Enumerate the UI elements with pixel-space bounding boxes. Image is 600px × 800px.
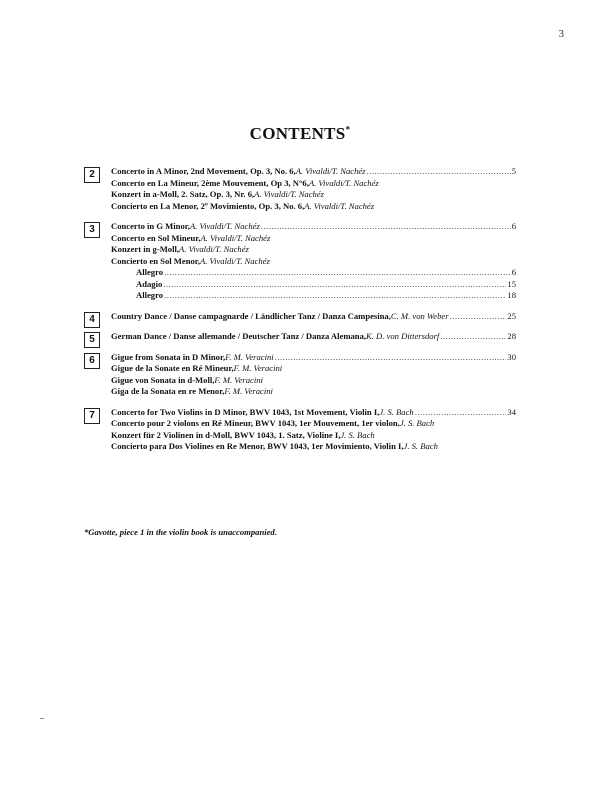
- toc-composer: A. Vivaldi/T. Nachéz: [199, 255, 270, 266]
- toc-composer: A. Vivaldi/T. Nachéz: [295, 166, 366, 176]
- toc-title-line: [111, 189, 516, 201]
- track-number-box: 2: [84, 167, 100, 183]
- track-number-box: 3: [84, 222, 100, 238]
- toc-page-number: 15: [507, 278, 516, 289]
- toc-title-line: [111, 233, 516, 245]
- toc-title-text: Gigue von Sonata in d-Moll,: [111, 374, 215, 385]
- dot-leader: [415, 407, 507, 419]
- toc-title-line: [111, 178, 516, 190]
- toc-title-text: Gigue de la Sonate en Ré Mineur,: [111, 363, 234, 373]
- toc-composer: C. M. von Weber: [390, 310, 449, 321]
- toc-title-text: German Dance / Danse allemande / Deutscher Tanz / Danza Alemana,: [111, 331, 367, 341]
- toc-composer: A. Vivaldi/T. Nachéz: [179, 244, 249, 254]
- toc-page-number: 30: [507, 351, 516, 362]
- toc-title-line: [111, 331, 516, 343]
- toc-title-text: Konzert in g-Moll,: [111, 244, 180, 254]
- toc-title-line: [111, 244, 516, 256]
- toc-composer: F. M. Veracini: [214, 374, 263, 385]
- title-footnote-mark: *: [345, 124, 351, 135]
- toc-title-text: Concierto en Sol Menor,: [111, 255, 200, 266]
- scan-mark: [40, 718, 44, 719]
- toc-page-number: 34: [507, 406, 516, 417]
- toc-movement-line: [111, 290, 516, 302]
- toc-title-line: [111, 256, 516, 268]
- toc-composer: J. S. Bach: [340, 429, 375, 440]
- track-number-box: 6: [84, 353, 100, 369]
- toc-page-number: 6: [511, 221, 516, 231]
- dot-leader: [163, 279, 506, 291]
- toc-title-line: [111, 201, 516, 213]
- dot-leader: [261, 221, 511, 233]
- toc-title-text: Concerto in A Minor, 2nd Movement, Op. 3, No. 6,: [111, 166, 296, 176]
- table-of-contents: [84, 166, 516, 462]
- toc-title-text: Konzert in a-Moll, 2. Satz, Op. 3, Nr. 6,: [111, 189, 255, 199]
- toc-composer: J. S. Bach: [379, 406, 414, 417]
- toc-composer: J. S. Bach: [399, 418, 435, 428]
- toc-title-line: [111, 418, 516, 430]
- toc-page-number: 18: [507, 290, 516, 300]
- toc-title-text: Concerto pour 2 violons en Ré Mineur, BWV 1043, 1er Mouvement, 1er violon,: [111, 418, 400, 428]
- toc-composer: F. M. Veracini: [233, 363, 283, 373]
- toc-entry: [84, 407, 516, 453]
- toc-title-text: Gigue from Sonata in D Minor,: [111, 351, 226, 362]
- dot-leader: [440, 331, 506, 343]
- toc-entry: [84, 221, 516, 302]
- footnote: *Gavotte, piece 1 in the violin book is unaccompanied.: [84, 527, 277, 537]
- toc-title-text: Konzert für 2 Violinen in d-Moll, BWV 1043, 1. Satz, Violine I,: [111, 429, 341, 440]
- toc-title-text: Concierto en La Menor, 2º Movimiento, Op. 3, No. 6,: [111, 200, 305, 211]
- toc-title-text: Allegro: [136, 290, 164, 300]
- toc-composer: A. Vivaldi/T. Nachéz: [308, 177, 379, 188]
- page-title: [0, 124, 600, 144]
- toc-page-number: 25: [507, 310, 516, 321]
- toc-title-text: Concerto en La Mineur, 2ème Mouvement, Op 3, N°6,: [111, 177, 309, 188]
- toc-title-text: Concerto in G Minor,: [111, 221, 190, 231]
- toc-entry: [84, 331, 516, 343]
- dot-leader: [164, 267, 511, 279]
- toc-composer: A. Vivaldi/T. Nachéz: [200, 232, 271, 243]
- toc-entry: [84, 311, 516, 323]
- track-number-box: 4: [84, 312, 100, 328]
- toc-title-line: [111, 407, 516, 419]
- toc-movement-line: [111, 279, 516, 291]
- toc-composer: F. M. Veracini: [224, 386, 273, 396]
- toc-composer: F. M. Veracini: [225, 351, 274, 362]
- title-text: CONTENTS: [249, 124, 346, 143]
- toc-title-text: Country Dance / Danse campagnarde / Ländlicher Tanz / Danza Campesina,: [111, 310, 391, 321]
- toc-title-line: [111, 386, 516, 398]
- dot-leader: [164, 290, 506, 302]
- toc-title-line: [111, 221, 516, 233]
- toc-page-number: 5: [511, 166, 516, 176]
- toc-title-line: [111, 375, 516, 387]
- toc-title-text: Adagio: [136, 278, 163, 289]
- track-number-box: 7: [84, 408, 100, 424]
- toc-page-number: 6: [511, 267, 516, 277]
- toc-title-text: Concierto para Dos Violines en Re Menor, BWV 1043, 1er Movimiento, Violin I,: [111, 441, 404, 451]
- toc-title-line: [111, 363, 516, 375]
- dot-leader: [275, 352, 507, 364]
- toc-title-line: [111, 352, 516, 364]
- toc-title-text: Concerto en Sol Mineur,: [111, 232, 201, 243]
- toc-composer: A. Vivaldi/T. Nachéz: [254, 189, 324, 199]
- toc-entry: [84, 166, 516, 212]
- toc-composer: A. Vivaldi/T. Nachéz: [189, 221, 260, 231]
- dot-leader: [450, 311, 507, 323]
- dot-leader: [367, 166, 511, 178]
- toc-title-line: [111, 311, 516, 323]
- toc-title-line: [111, 441, 516, 453]
- toc-composer: J. S. Bach: [403, 441, 438, 451]
- toc-composer: A. Vivaldi/T. Nachéz: [304, 200, 375, 211]
- page-number: 3: [558, 28, 564, 40]
- track-number-box: 5: [84, 332, 100, 348]
- toc-page-number: 28: [507, 331, 516, 341]
- toc-title-text: Giga de la Sonata en re Menor,: [111, 386, 225, 396]
- toc-movement-line: [111, 267, 516, 279]
- toc-title-line: [111, 430, 516, 442]
- toc-entry: [84, 352, 516, 398]
- toc-title-text: Concerto for Two Violins in D Minor, BWV 1043, 1st Movement, Violin I,: [111, 406, 380, 417]
- toc-title-line: [111, 166, 516, 178]
- toc-title-text: Allegro: [136, 267, 164, 277]
- toc-composer: K. D. von Dittersdorf: [366, 331, 440, 341]
